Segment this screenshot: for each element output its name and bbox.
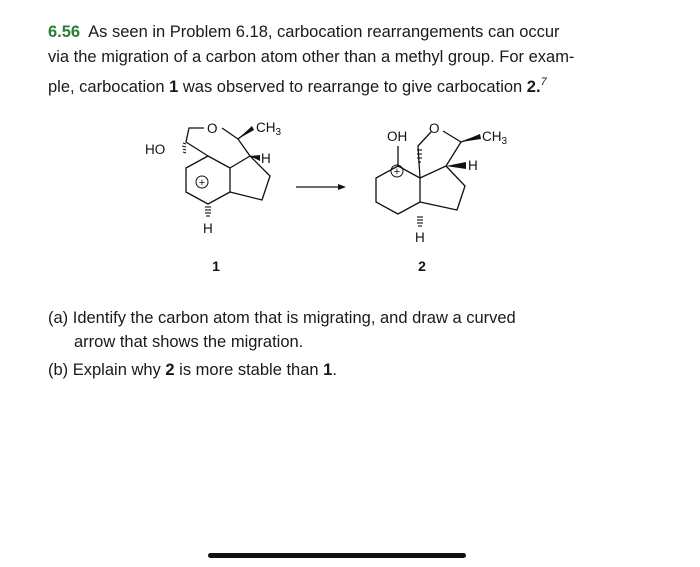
problem-line-1: 6.56 As seen in Problem 6.18, carbocation rearrangements can occur xyxy=(48,23,560,41)
carbocation-1-structure xyxy=(145,120,282,274)
mol1-o-label: O xyxy=(207,121,218,136)
home-indicator[interactable] xyxy=(208,553,466,558)
mol2-h-upper-label: H xyxy=(468,158,478,173)
problem-line-3: ple, carbocation 1 was observed to rearrange to give carbocation 2.$^7$ xyxy=(48,76,547,96)
mol2-o-label: O xyxy=(429,121,440,136)
question-a-line-2: arrow that shows the migration. xyxy=(74,333,304,351)
mol1-charge: + xyxy=(198,177,206,189)
footnote-ref: 7 xyxy=(540,76,547,88)
problem-number: 6.56 xyxy=(48,23,81,41)
mol2-charge: + xyxy=(393,166,401,178)
compound-label-2: 2 xyxy=(418,258,426,274)
mol1-ho-label: HO xyxy=(145,142,166,157)
question-b: (b) Explain why 2 is more stable than 1. xyxy=(48,361,337,379)
mol1-ch3-label: $CH_3$ xyxy=(256,120,282,138)
carbocation-2-structure xyxy=(376,121,508,274)
mol2-ch3-label: $CH_3$ xyxy=(482,129,508,147)
question-a-line-1: (a) Identify the carbon atom that is migrating, and draw a curved xyxy=(48,309,516,327)
mol2-h-lower-label: H xyxy=(415,230,425,245)
compound-ref-2: 2. xyxy=(526,78,541,96)
compound-label-1: 1 xyxy=(212,258,220,274)
reaction-arrow xyxy=(296,184,346,190)
problem-line-2: via the migration of a carbon atom other than a methyl group. For exam- xyxy=(48,48,575,66)
compound-ref-1: 1 xyxy=(169,78,179,96)
questions xyxy=(48,306,516,382)
mol1-h-upper-label: H xyxy=(261,151,271,166)
mol2-oh-label: OH xyxy=(387,129,408,144)
mol1-h-lower-label: H xyxy=(203,221,213,236)
